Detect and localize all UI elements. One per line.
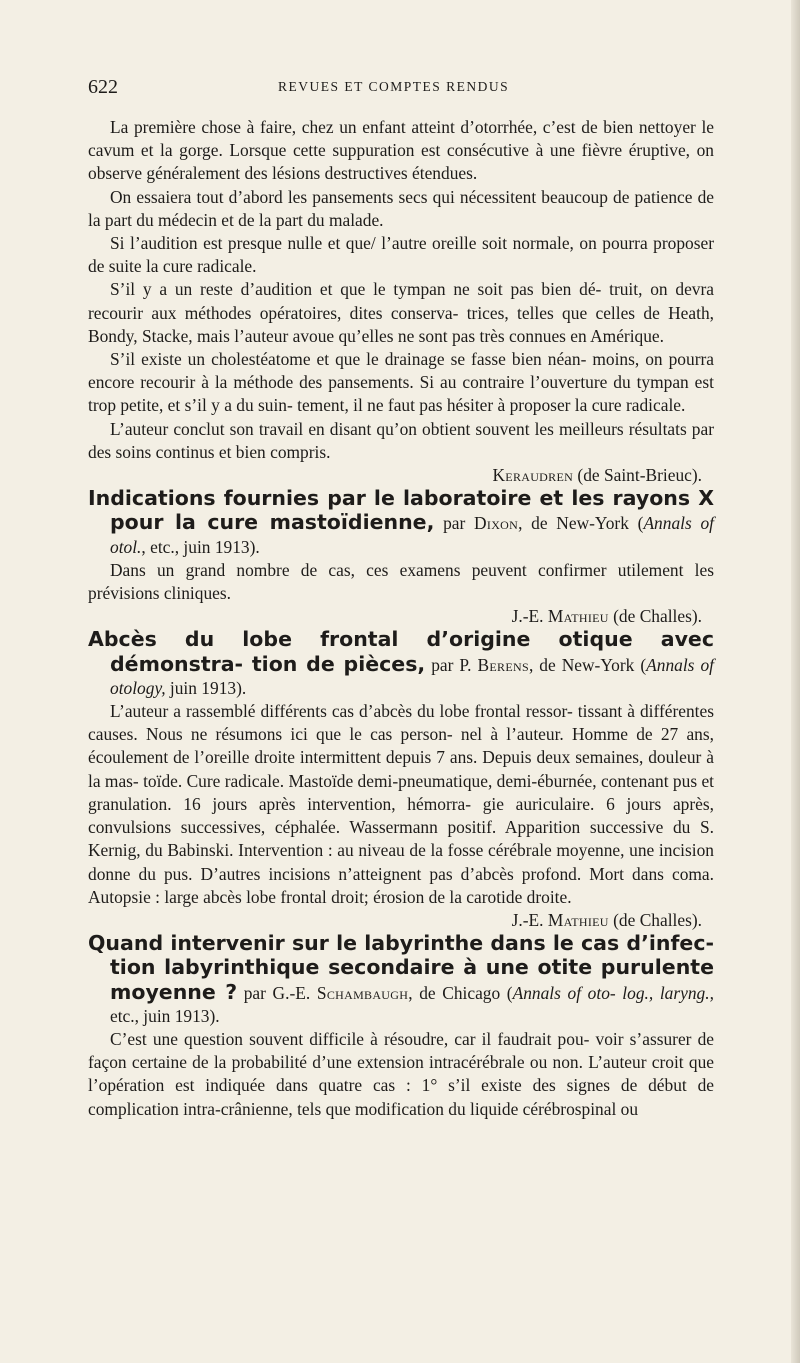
reviewer-name: Mathieu bbox=[547, 606, 609, 627]
reviewer-name: Keraudren bbox=[492, 465, 574, 486]
paragraph: La première chose à faire, chez un enfant atteint d’otorrhée, c’est de bien nettoyer le cavum et la gorge. Lorsque cette suppuration est consécutive à une fièvre éruptive, on observe généralement des lésions destructives étendues. bbox=[88, 117, 714, 184]
reviewer-signature bbox=[88, 605, 714, 628]
entry-date: etc., juin 1913). bbox=[110, 1005, 220, 1026]
entry-date: , etc., juin 1913). bbox=[141, 536, 260, 557]
reviewer-initials: J.-E. bbox=[511, 606, 544, 627]
entry-journal: Annals of oto- log., laryng., bbox=[512, 982, 714, 1003]
entry-journal: Annals of otol. bbox=[110, 513, 714, 557]
entry-title: Abcès du lobe frontal d’origine otique avec démonstra- tion de pièces, bbox=[88, 627, 714, 676]
paragraph: S’il y a un reste d’audition et que le tympan ne soit pas bien dé- truit, on devra recourir aux méthodes opératoires, dites conserva- trices, telles que celles de Heath, Bondy, Stacke, mais l’auteur avoue qu’elles ne sont pas très connues en Amérique. bbox=[88, 279, 714, 346]
entry-date: juin 1913). bbox=[165, 677, 247, 698]
entry-title: Indications fournies par le laboratoire et les rayons X pour la cure mastoïdienne, bbox=[88, 486, 714, 535]
paragraph: On essaiera tout d’abord les pansements secs qui nécessitent beaucoup de patience de la part du médecin et de la part du malade. bbox=[88, 186, 714, 230]
reviewer-signature bbox=[88, 909, 714, 932]
entry-affiliation: , de New-York ( bbox=[518, 513, 644, 534]
paragraph: C’est une question souvent difficile à résoudre, car il faudrait pou- voir s’assurer de façon certaine de la probabilité d’une extension intracérébrale ou non. L’auteur croit que l’opération est indiquée dans quatre cas : 1° s’il existe des signes de début de complication intra-crânienne, tels que modification du liquide cérébrospinal ou bbox=[88, 1028, 714, 1119]
review-entry-heading bbox=[88, 932, 714, 1028]
entry-journal: Annals of otology, bbox=[110, 654, 714, 698]
paragraph: S’il existe un cholestéatome et que le drainage se fasse bien néan- moins, on pourra encore recourir à la méthode des pansements. Si au contraire l’ouverture du tympan est trop petite, et s’il y a du suin- tement, il ne faut pas hésiter à proposer la cure radicale. bbox=[88, 349, 714, 416]
entry-by: par P. bbox=[431, 654, 472, 675]
paragraph: Dans un grand nombre de cas, ces examens peuvent confirmer utilement les prévisions cliniques. bbox=[88, 559, 714, 604]
reviewer-place: (de Challes). bbox=[613, 606, 702, 627]
page-header bbox=[88, 70, 714, 100]
entry-affiliation: , de Chicago ( bbox=[408, 982, 513, 1003]
entry-by: par bbox=[443, 513, 466, 534]
page-edge bbox=[791, 0, 800, 1363]
page-body bbox=[88, 116, 714, 1121]
paragraph: L’auteur a rassemblé différents cas d’abcès du lobe frontal ressor- tissant à différentes causes. Nous ne résumons ici que le cas person- nel à l’auteur. Homme de 27 ans, écoulement de l’oreille droite intermittent depuis 7 ans. Depuis deux semaines, douleur à la mas- toïde. Cure radicale. Mastoïde demi-pneumatique, demi-éburnée, contenant pus et granulation. 16 jours après intervention, hémorra- gie auriculaire. 6 jours après, convulsions successives, céphalée. Wassermann positif. Apparition successive du S. Kernig, du Babinski. Intervention : au niveau de la fosse cérébrale moyenne, une incision donne du pus. D’autres incisions n’atteignent pas d’abcès profond. Mort dans coma. Autopsie : large abcès lobe frontal droit; érosion de la carotide droite. bbox=[88, 701, 714, 907]
reviewer-place: (de Saint-Brieuc). bbox=[577, 465, 702, 486]
reviewer-place: (de Challes). bbox=[613, 909, 702, 930]
review-entry-heading bbox=[88, 487, 714, 559]
reviewer-initials: J.-E. bbox=[511, 909, 544, 930]
entry-title: Quand intervenir sur le labyrinthe dans le cas d’infec- tion labyrinthique secondaire à une otite purulente moyenne ? bbox=[88, 931, 714, 1004]
review-entry-heading bbox=[88, 628, 714, 700]
entry-author: Berens bbox=[477, 654, 529, 675]
entry-author: Dixon bbox=[474, 513, 519, 534]
entry-author: Schambaugh bbox=[316, 982, 409, 1003]
page-number: 622 bbox=[88, 76, 118, 98]
paragraph: L’auteur conclut son travail en disant qu’on obtient souvent les meilleurs résultats par des soins continus et bien compris. bbox=[88, 418, 714, 462]
entry-affiliation: , de New-York ( bbox=[528, 654, 647, 675]
running-head: REVUES ET COMPTES RENDUS bbox=[278, 79, 510, 94]
paragraph: Si l’audition est presque nulle et que/ l’autre oreille soit normale, on pourra proposer de suite la cure radicale. bbox=[88, 233, 714, 277]
reviewer-name: Mathieu bbox=[547, 909, 609, 930]
entry-by: par G.-E. bbox=[243, 982, 311, 1003]
reviewer-signature bbox=[88, 464, 714, 487]
